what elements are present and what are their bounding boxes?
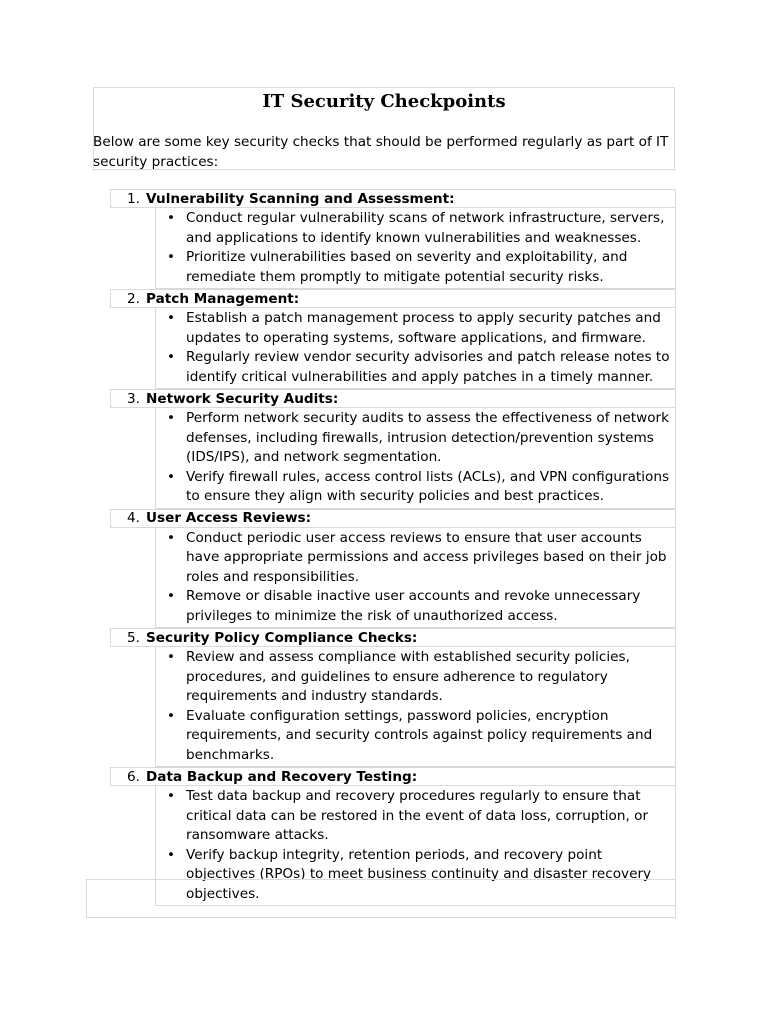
bullet-text: Verify backup integrity, retention periods, and recovery point objectives (RPOs) to meet business continuity and disaster recovery objectives. [186,846,652,902]
check-title: User Access Reviews: [146,510,312,526]
check-heading [110,389,676,408]
check-number: 5. [127,629,140,646]
bullet-text: Conduct regular vulnerability scans of network infrastructure, servers, and applications to identify known vulnerabilities and weaknesses. [186,210,665,246]
check-heading [110,289,676,308]
bullet-icon: • [166,529,176,546]
bullet-icon: • [166,468,176,485]
check-heading [110,767,676,786]
list-item [156,529,675,588]
bullet-icon: • [166,846,176,863]
bullet-icon: • [166,310,176,326]
check-title: Patch Management: [146,290,300,307]
check-number: 4. [127,510,140,526]
check-bullets [155,408,676,509]
check-heading [110,189,676,208]
bullet-text: Prioritize vulnerabilities based on severity and exploitability, and remediate them promptly to mitigate potential security risks. [186,249,628,285]
bullet-icon: • [166,249,176,265]
bullet-icon: • [166,588,176,604]
list-item [156,209,675,248]
check-bullets [155,208,676,289]
list-item [156,468,675,507]
bullet-text: Evaluate configuration settings, password policies, encryption requirements, and security controls against policy requirements and benchmarks. [186,707,653,763]
list-item [156,648,675,707]
check-item [110,509,676,629]
list-item [156,309,675,348]
check-number: 2. [127,290,140,307]
bullet-icon: • [166,707,176,724]
intro-paragraph: Below are some key security checks that should be performed regularly as part of IT security practices: [93,134,669,170]
empty-footer-box [86,879,676,918]
bullet-text: Establish a patch management process to apply security patches and updates to operating systems, software applications, and firmware. [186,310,661,346]
check-title: Data Backup and Recovery Testing: [146,768,418,785]
check-bullets [155,528,676,629]
bullet-text: Test data backup and recovery procedures regularly to ensure that critical data can be restored in the event of data loss, corruption, or ransomware attacks. [186,788,649,843]
check-bullets [155,308,676,389]
list-item [156,587,675,626]
bullet-icon: • [166,349,176,365]
check-item [110,389,676,509]
page-title: IT Security Checkpoints [262,91,506,112]
list-item [156,707,675,766]
check-item [110,189,676,289]
check-number: 6. [127,768,140,785]
bullet-text: Review and assess compliance with established security policies, procedures, and guidelines to ensure adherence to regulatory requirements and industry standards. [186,649,630,704]
list-item [156,409,675,468]
list-item [156,348,675,387]
bullet-text: Perform network security audits to assess the effectiveness of network defenses, including firewalls, intrusion detection/prevention systems (IDS/IPS), and network segmentation. [186,410,670,465]
bullet-text: Regularly review vendor security advisories and patch release notes to identify critical vulnerabilities and apply patches in a timely manner. [186,349,670,385]
check-item [110,289,676,389]
list-item [156,248,675,287]
check-item [110,628,676,767]
list-item [156,787,675,846]
checklist [110,189,676,906]
bullet-icon: • [166,649,176,665]
check-title: Vulnerability Scanning and Assessment: [146,190,455,207]
bullet-text: Conduct periodic user access reviews to ensure that user accounts have appropriate permissions and access privileges based on their job roles and responsibilities. [186,529,667,585]
check-heading [110,509,676,528]
bullet-text: Verify firewall rules, access control lists (ACLs), and VPN configurations to ensure they align with security policies and best practices. [186,468,670,504]
check-number: 3. [127,390,140,407]
check-bullets [155,647,676,767]
bullet-icon: • [166,788,176,804]
check-title: Security Policy Compliance Checks: [146,629,418,646]
bullet-icon: • [166,410,176,426]
check-heading [110,628,676,647]
check-number: 1. [127,190,140,207]
bullet-text: Remove or disable inactive user accounts and revoke unnecessary privileges to minimize the risk of unauthorized access. [186,588,641,624]
bullet-icon: • [166,210,176,226]
check-title: Network Security Audits: [146,390,339,407]
